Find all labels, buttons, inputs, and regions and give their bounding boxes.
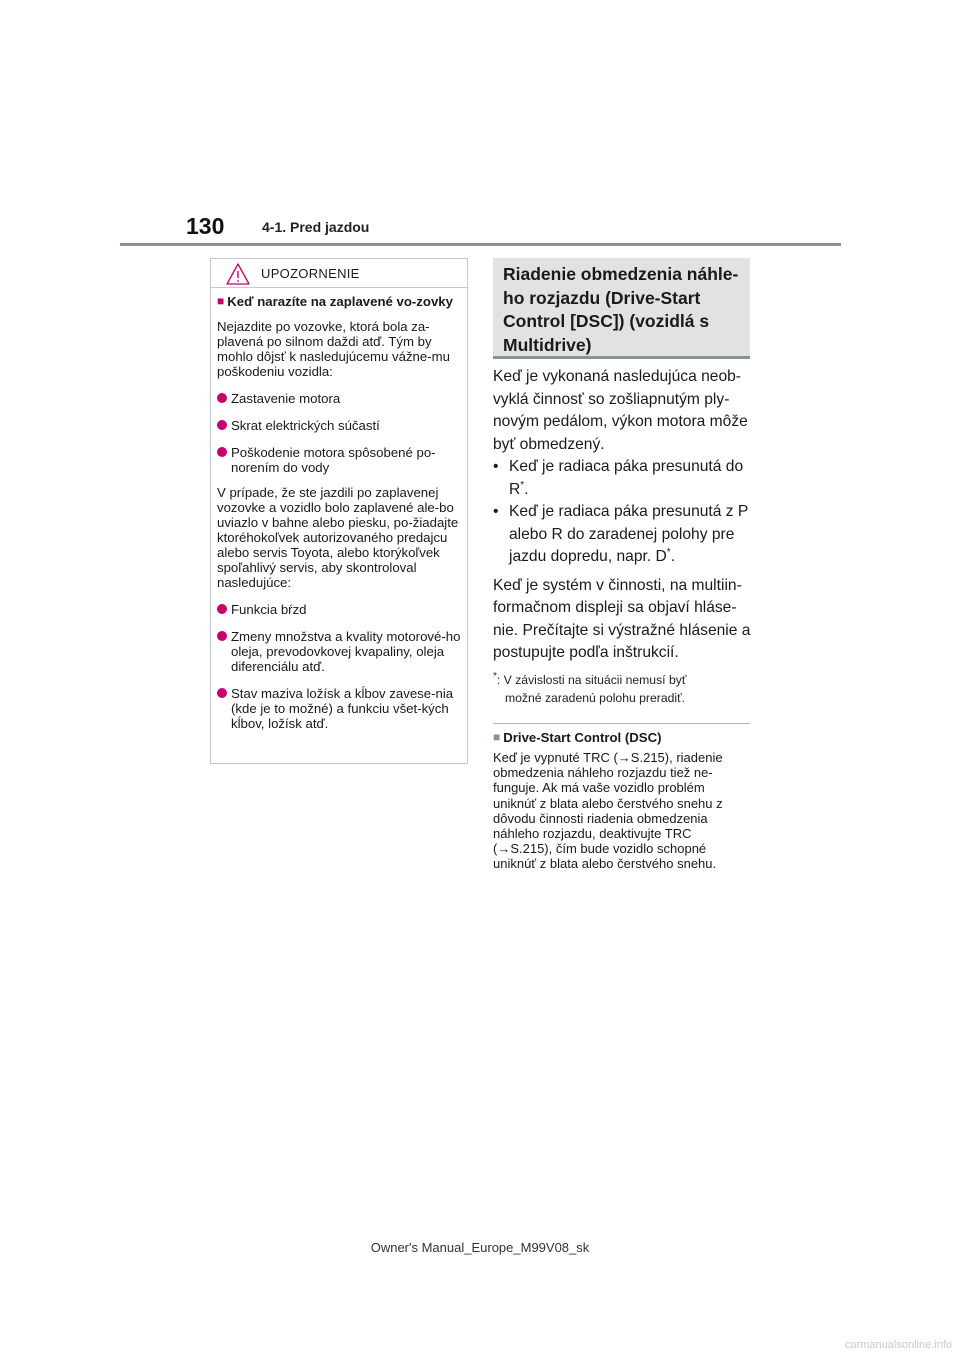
warning-heading (217, 294, 465, 309)
bullet-dot-icon: • (493, 458, 499, 475)
circle-bullet-icon (217, 393, 227, 403)
list-item (493, 501, 755, 569)
warning-triangle-icon (225, 262, 251, 286)
circle-bullet-icon (217, 447, 227, 457)
list-item-text: Stav maziva ložísk a kĺbov zavese-nia (kde je to možné) a funkciu všet-kých kĺbov, ložísk atď. (231, 686, 454, 731)
warning-header (211, 259, 467, 288)
list-item-text: Skrat elektrických súčastí (231, 418, 380, 433)
list-item (217, 602, 465, 617)
list-item (217, 391, 465, 406)
list-item (217, 686, 465, 731)
warning-heading-text: Keď narazíte na zaplavené vo-zovky (227, 294, 453, 309)
list-item-text: Keď je radiaca páka presunutá z P alebo R do zaradenej polohy pre jazdu dopredu, napr. D*. (509, 503, 749, 565)
circle-bullet-icon (217, 688, 227, 698)
circle-bullet-icon (217, 631, 227, 641)
list-item-text: Poškodenie motora spôsobené po-norením do vody (231, 445, 436, 475)
divider (493, 723, 750, 724)
list-item (217, 629, 465, 674)
warning-paragraph: V prípade, že ste jazdili po zaplavenej vozovke a vozidlo bolo zaplavené ale-bo uviazlo v bahne alebo piesku, po-žiadajte ktoréhokoľvek autorizovaného predajcu alebo servis Toyota, alebo ktorýkoľvek spoľahlivý servis, aby skontroloval nasledujúce: (217, 485, 459, 590)
circle-bullet-icon (217, 420, 227, 430)
list-item (217, 445, 465, 475)
dsc-intro: Keď je vykonaná nasledujúca neob-vyklá činnosť so zošliapnutým ply-novým pedálom, výkon motora môže byť obmedzený. (493, 368, 748, 453)
warning-label: UPOZORNENIE (261, 266, 360, 281)
dsc-sub-text: Keď je vypnuté TRC (→S.215), riadenie obmedzenia náhleho rozjazdu tiež ne-funguje. Ak má vaše vozidlo problém uniknúť z blata alebo čerstvého snehu z dôvodu činnosti riadenia obmedzenia náhleho rozjazdu, deaktivujte TRC (→S.215), čím bude vozidlo schopné uniknúť z blata alebo čerstvého snehu. (493, 750, 723, 872)
warning-intro: Nejazdite po vozovke, ktorá bola za-plavená po silnom daždi atď. Tým by mohlo dôjsť k nasledujúcemu vážne-mu poškodeniu vozidla: (217, 319, 450, 379)
dsc-sub-heading (493, 730, 750, 745)
footnote-line1: *: V závislosti na situácii nemusí byť (493, 670, 687, 687)
footnote (493, 671, 750, 707)
circle-bullet-icon (217, 604, 227, 614)
warning-body (217, 294, 465, 731)
bullet-dot-icon: • (493, 503, 499, 520)
list-item-text: Zastavenie motora (231, 391, 341, 406)
section-title: 4-1. Pred jazdou (262, 219, 370, 235)
list-item-text: Keď je radiaca páka presunutá do R*. (509, 458, 744, 498)
square-bullet-icon: ■ (217, 294, 225, 308)
dsc-heading: Riadenie obmedzenia náhle-ho rozjazdu (Drive-Start Control [DSC]) (vozidlá s Multidrive) (493, 258, 750, 359)
square-bullet-icon: ■ (493, 730, 501, 744)
footnote-line2: možné zaradenú polohu preradiť. (505, 691, 686, 705)
dsc-main-text (493, 366, 755, 665)
watermark: carmanualsonline.info (844, 1339, 952, 1351)
header-rule (120, 243, 841, 246)
list-item (217, 418, 465, 433)
dsc-sub-heading-text: Drive-Start Control (DSC) (503, 730, 662, 745)
list-item-text: Funkcia bŕzd (231, 602, 307, 617)
list-item-text: Zmeny množstva a kvality motorové-ho oleja, prevodovkovej kvapaliny, oleja diferenciálu atď. (231, 629, 461, 674)
warning-box (210, 258, 468, 764)
dsc-paragraph: Keď je systém v činnosti, na multiin-formačnom displeji sa objaví hláse-nie. Prečítajte si výstražné hlásenie a postupujte podľa inštrukcií. (493, 576, 751, 661)
footer-manual-id: Owner's Manual_Europe_M99V08_sk (370, 1240, 590, 1255)
page-number: 130 (186, 213, 225, 239)
list-item (493, 456, 755, 501)
